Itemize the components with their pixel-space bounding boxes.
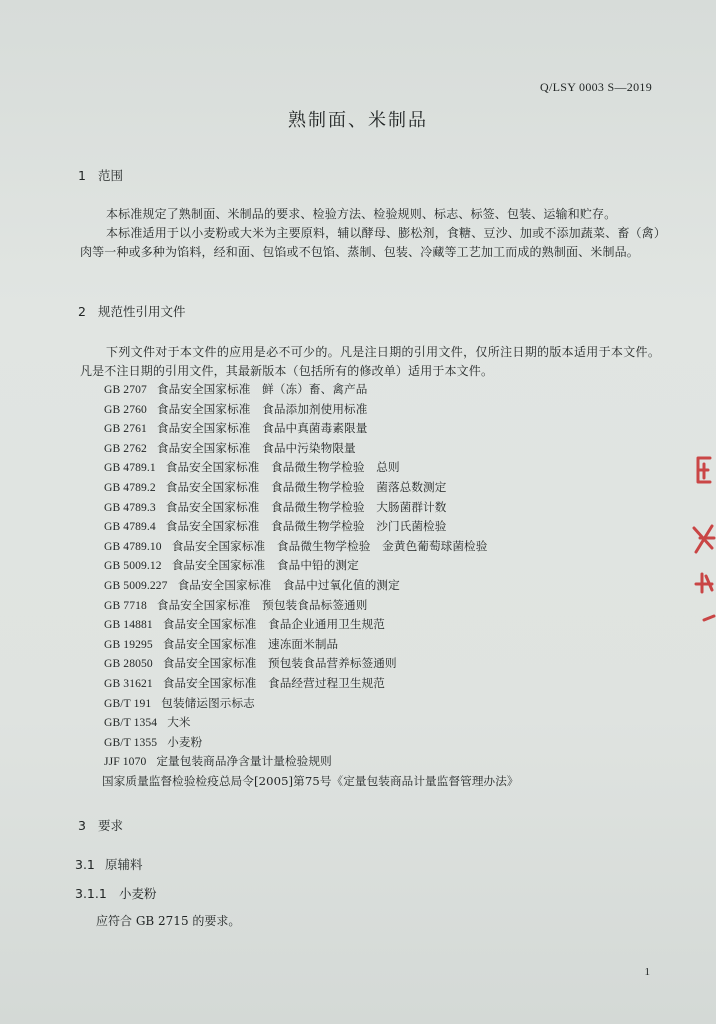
reference-title: 食品安全国家标准 食品中真菌毒素限量 [156,421,368,436]
reference-title: 食品安全国家标准 预包装食品标签通则 [156,597,368,612]
section-3-heading [78,816,123,834]
reference-title: 食品安全国家标准 食品微生物学检验 总则 [165,460,400,475]
section-title: 规范性引用文件 [98,304,186,319]
reference-code: GB 4789.3 [104,500,156,514]
reference-code: JJF 1070 [104,755,147,769]
subsection-title: 小麦粉 [119,886,157,901]
reference-title: 食品安全国家标准 食品微生物学检验 金黄色葡萄球菌检验 [171,538,488,553]
subsection-3-1-heading [75,855,143,873]
reference-code: GB 19295 [104,637,153,651]
reference-code: GB 4789.10 [104,539,162,553]
reference-title: 大米 [167,715,191,730]
reference-item [104,596,519,616]
section-number: 1 [78,168,86,183]
reference-code: GB 31621 [104,676,153,690]
reference-list [104,380,519,791]
section-title: 范围 [98,168,124,183]
reference-item [104,380,519,400]
document-title: 熟制面、米制品 [288,110,428,131]
section-1-heading [78,166,123,184]
reference-code: GB 4789.1 [104,461,156,475]
scope-paragraph-2: 本标准适用于以小麦粉或大米为主要原料，辅以酵母、膨松剂，食糖、豆沙、加或不添加蔬菜、畜（禽）肉等一种或多种为馅料，经和面、包馅或不包馅、蒸制、包装、冷藏等工艺加工而成的熟制面、米制品。 [80,226,660,259]
section-number: 2 [78,304,86,319]
reference-title: 食品安全国家标准 食品企业通用卫生规范 [162,617,385,632]
reference-code: GB 2761 [104,422,147,436]
normative-intro: 下列文件对于本文件的应用是必不可少的。凡是注日期的引用文件，仅所注日期的版本适用于本文件。凡是不注日期的引用文件，其最新版本（包括所有的修改单）适用于本文件。 [80,345,660,378]
reference-code: GB 4789.2 [104,480,156,494]
reference-title: 食品安全国家标准 食品微生物学检验 大肠菌群计数 [165,499,447,514]
section-2-heading [78,302,186,320]
reference-code: GB/T 191 [104,696,152,710]
reference-item [104,478,519,498]
subsection-number: 3.1 [75,857,95,872]
reference-title: 食品安全国家标准 鲜（冻）畜、禽产品 [156,382,368,396]
seal-stamp [686,444,716,634]
reference-item [104,713,519,733]
reference-item [104,419,519,439]
reference-code: GB 14881 [104,618,153,632]
reference-item [104,576,519,596]
standard-code: Q/LSY 0003 S—2019 [540,80,652,94]
reference-code: GB/T 1354 [104,716,158,730]
section-number: 3 [78,818,86,833]
reference-item [104,615,519,635]
reference-item [104,694,519,714]
section-title: 要求 [98,818,124,833]
subsection-3-1-1-heading [75,884,157,902]
reference-title: 食品安全国家标准 食品微生物学检验 沙门氏菌检验 [165,519,447,534]
reference-title: 定量包装商品净含量计量检验规则 [156,754,332,769]
reference-title: 食品安全国家标准 预包装食品营养标签通则 [162,656,397,671]
reference-code: GB 5009.12 [104,559,162,573]
reference-item [104,674,519,694]
reference-code: GB 2760 [104,402,147,416]
reference-title: 食品安全国家标准 食品添加剂使用标准 [156,401,368,416]
reference-code: GB 2762 [104,441,147,455]
reference-item [104,400,519,420]
reference-item [104,439,519,459]
reference-item [104,556,519,576]
reference-title: 国家质量监督检验检疫总局令[2005]第75号《定量包装商品计量监督管理办法》 [102,773,519,788]
reference-title: 食品安全国家标准 食品中过氧化值的测定 [177,577,400,592]
scope-paragraph-1: 本标准规定了熟制面、米制品的要求、检验方法、检验规则、标志、标签、包装、运输和贮存。 [106,207,617,221]
reference-item [104,733,519,753]
reference-item [104,458,519,478]
reference-title: 食品安全国家标准 速冻面米制品 [162,636,339,651]
reference-code: GB 28050 [104,657,153,671]
reference-item [104,752,519,772]
reference-title: 食品安全国家标准 食品经营过程卫生规范 [162,675,385,690]
reference-title: 食品安全国家标准 食品中铅的测定 [171,558,359,573]
requirement-text: 应符合 GB 2715 的要求。 [96,914,241,928]
reference-item [102,772,519,792]
reference-title: 小麦粉 [167,734,203,749]
reference-item [104,654,519,674]
reference-title: 包装储运图示标志 [161,695,255,710]
reference-code: GB/T 1355 [104,735,158,749]
subsection-title: 原辅料 [105,857,143,872]
reference-item [104,517,519,537]
reference-code: GB 7718 [104,598,147,612]
reference-code: GB 2707 [104,383,147,396]
page-number: 1 [644,966,650,978]
reference-title: 食品安全国家标准 食品微生物学检验 菌落总数测定 [165,479,447,494]
reference-item [104,498,519,518]
reference-code: GB 4789.4 [104,520,156,534]
reference-item [104,635,519,655]
reference-title: 食品安全国家标准 食品中污染物限量 [156,440,356,455]
reference-item [104,537,519,557]
subsection-number: 3.1.1 [75,886,107,901]
reference-code: GB 5009.227 [104,578,168,592]
